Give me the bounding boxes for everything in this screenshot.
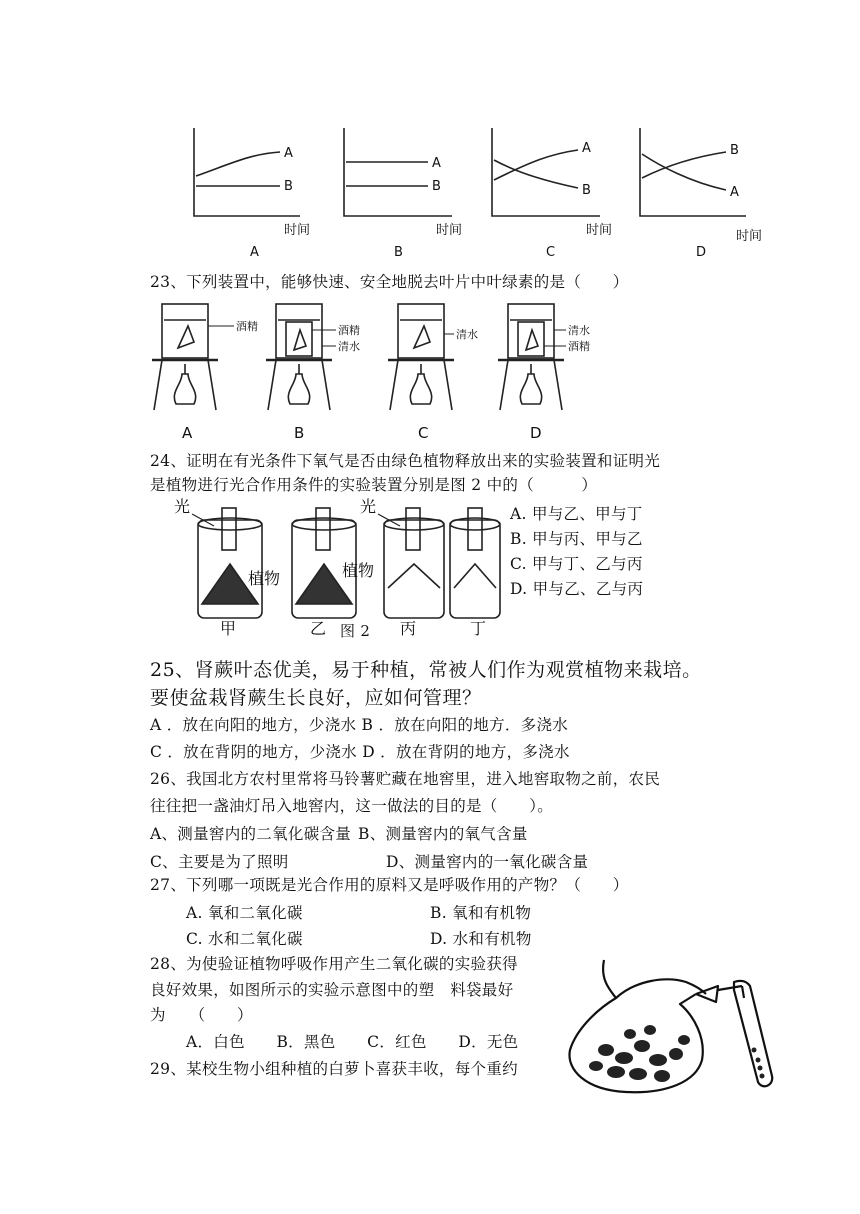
- q24-option-a: A. 甲与乙、甲与丁: [510, 505, 643, 523]
- jar-bing-label: 丙: [400, 619, 417, 638]
- q29-line1: 29、某校生物小组种植的白萝卜喜获丰收，每个重约: [150, 1060, 518, 1078]
- q26-option-c: C、主要是为了照明: [150, 853, 289, 871]
- jar-bing: [378, 508, 444, 618]
- graph-c-xaxis-label: 时间: [586, 223, 613, 238]
- apparatus-d-letter: D: [530, 424, 542, 442]
- graph-b-line2-label: B: [432, 179, 441, 194]
- q24-option-c: C. 甲与丁、乙与丙: [510, 555, 643, 573]
- graph-d-letter: D: [696, 245, 707, 260]
- apparatus-c-letter: C: [418, 424, 429, 442]
- fig2-caption: 图 2: [340, 622, 371, 640]
- graph-d: [640, 128, 746, 216]
- apparatus-b-letter: B: [294, 424, 305, 442]
- q27-stem: 27、下列哪一项既是光合作用的原料又是呼吸作用的产物？（ ）: [150, 876, 629, 894]
- jar-yi-label: 乙: [310, 619, 327, 638]
- graph-a-line1-label: A: [284, 146, 293, 161]
- q27-option-d: D. 水和有机物: [430, 930, 532, 948]
- graph-d-line1-label: B: [730, 143, 739, 158]
- q26-line1: 26、我国北方农村里常将马铃薯贮藏在地窖里，进入地窖取物之前，农民: [150, 770, 661, 788]
- graph-a-line2-label: B: [284, 179, 293, 194]
- q25-line2: 要使盆栽肾蕨生长良好，应如何管理？: [150, 687, 482, 709]
- apparatus-d-label-1: 清水: [568, 324, 590, 337]
- light-label-1: 光: [174, 497, 191, 516]
- q28-bag-figure: [546, 950, 786, 1100]
- plant-label-1: 植物: [248, 569, 281, 588]
- graph-a-xaxis-label: 时间: [284, 223, 311, 238]
- jar-jia-label: 甲: [220, 619, 237, 638]
- apparatus-c-label-1: 清水: [456, 328, 478, 341]
- q27-option-b: B. 氧和有机物: [430, 904, 532, 922]
- q27-option-c: C. 水和二氧化碳: [186, 930, 303, 948]
- q25-options-ab: A ．放在向阳的地方，少浇水 B ．放在向阳的地方．多浇水: [150, 716, 569, 734]
- q24-stem-line2: 是植物进行光合作用条件的实验装置分别是图 2 中的（ ）: [150, 476, 598, 494]
- q24-option-d: D. 甲与乙、乙与丙: [510, 580, 644, 598]
- graph-a: [194, 128, 300, 216]
- apparatus-a-letter: A: [182, 424, 193, 442]
- q26-option-a: A、测量窖内的二氧化碳含量: [150, 825, 352, 843]
- q23-stem: 23、下列装置中，能够快速、安全地脱去叶片中叶绿素的是（ ）: [150, 273, 629, 291]
- graph-c-line2-label: B: [582, 183, 591, 198]
- q24-stem-line1: 24、证明在有光条件下氧气是否由绿色植物释放出来的实验装置和证明光: [150, 452, 661, 470]
- q24-jars-figure: [172, 494, 502, 640]
- apparatus-b-label-2: 清水: [338, 340, 360, 353]
- apparatus-c: [388, 304, 454, 410]
- apparatus-b: [266, 304, 336, 410]
- graph-b-xaxis-label: 时间: [436, 223, 463, 238]
- apparatus-a-label-1: 酒精: [236, 320, 258, 333]
- q23-apparatus-figure: [148, 298, 598, 448]
- q26-option-d: D、测量窖内的一氧化碳含量: [386, 853, 589, 871]
- graph-d-line2-label: A: [730, 185, 739, 200]
- q28-options: A．白色 B．黑色 C．红色 D．无色: [186, 1033, 519, 1051]
- apparatus-d: [498, 304, 566, 410]
- q26-option-b: B、测量窖内的氧气含量: [358, 825, 528, 843]
- q25-line1: 25、肾蕨叶态优美，易于种植，常被人们作为观赏植物来栽培。: [150, 659, 702, 681]
- q27-option-a: A. 氧和二氧化碳: [186, 904, 303, 922]
- jar-jia: [192, 508, 262, 618]
- graph-b-letter: B: [394, 245, 403, 260]
- q26-line2: 往往把一盏油灯吊入地窖内，这一做法的目的是（ ）。: [150, 797, 554, 815]
- apparatus-d-label-2: 酒精: [568, 340, 590, 353]
- graphs-figure: [170, 118, 790, 268]
- plant-label-2: 植物: [342, 561, 375, 580]
- graph-c-letter: C: [546, 245, 556, 260]
- q25-options-cd: C ．放在背阴的地方，少浇水 D ．放在背阴的地方，多浇水: [150, 743, 570, 761]
- q28-line3: 为 （ ）: [150, 1006, 253, 1024]
- graph-c-line1-label: A: [582, 141, 591, 156]
- graph-b: [344, 128, 452, 216]
- light-label-2: 光: [360, 497, 377, 516]
- q24-option-b: B. 甲与丙、甲与乙: [510, 530, 643, 548]
- q28-line1: 28、为使验证植物呼吸作用产生二氧化碳的实验获得: [150, 955, 518, 973]
- q28-line2: 良好效果，如图所示的实验示意图中的塑 料袋最好: [150, 981, 514, 999]
- apparatus-a: [152, 304, 234, 410]
- apparatus-b-label-1: 酒精: [338, 324, 360, 337]
- jar-ding: [450, 508, 500, 618]
- jar-ding-label: 丁: [470, 619, 487, 638]
- graph-b-line1-label: A: [432, 156, 441, 171]
- graph-d-xaxis-label: 时间: [736, 229, 763, 244]
- graph-a-letter: A: [250, 245, 259, 260]
